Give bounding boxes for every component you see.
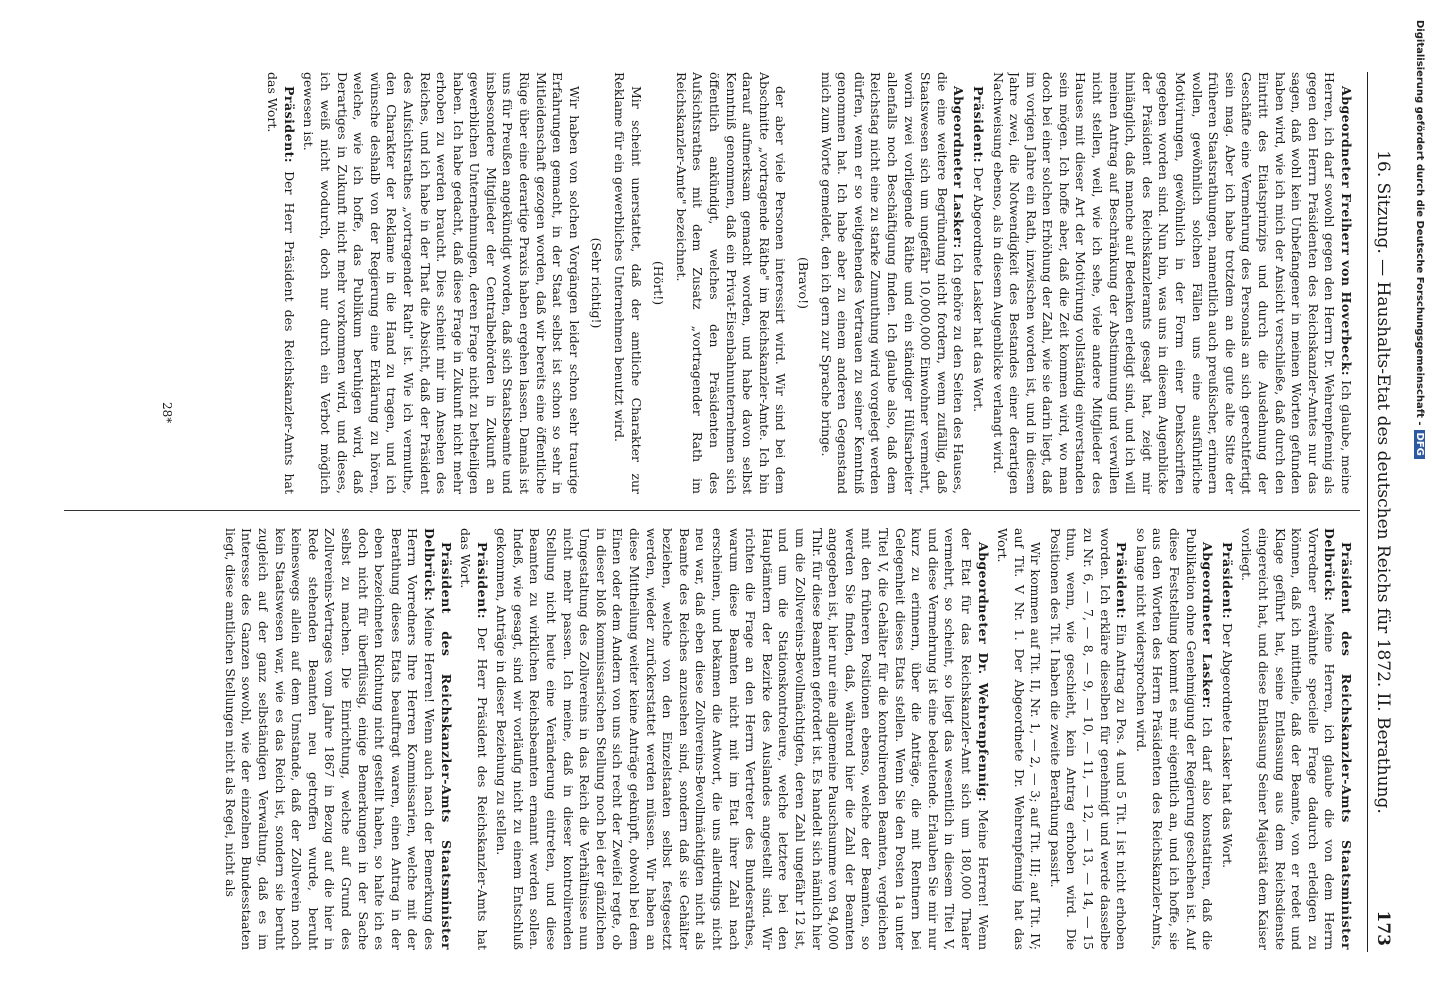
paragraph bbox=[1132, 528, 1215, 950]
speaker-name: Präsident: bbox=[1219, 542, 1235, 620]
page-number: 173 bbox=[1373, 910, 1393, 946]
paragraph bbox=[817, 72, 966, 494]
speaker-name: Abgeordneter Lasker: bbox=[1200, 542, 1216, 709]
digitization-credit bbox=[1414, 20, 1425, 459]
paragraph bbox=[969, 72, 986, 494]
speaker-name: Abgeordneter Dr. Wehrenpfennig: bbox=[975, 542, 991, 802]
speaker-name: Präsident: bbox=[281, 86, 297, 164]
paragraph bbox=[457, 528, 490, 950]
paragraph bbox=[221, 528, 453, 950]
paragraph-text: Der Abgeordnete Lasker hat das Wort. bbox=[970, 167, 986, 413]
speaker-name: Präsident: bbox=[474, 542, 490, 620]
paragraph bbox=[1218, 528, 1235, 950]
paragraph-text: Meine Herren! Wenn auch nach der Bemerkung des Herrn Vorredners Ihre Herren Kommissarien, welche mit der Berathung dieses Etats beauftragt waren, einen Antrag in der eben bezeichneten Richtung nicht gestellt haben, so halte ich es doch nicht für überflüssig, einige Bemerkungen in der Sache selbst zu machen. Die Einrichtung, welche auf Grund des Zollvereins-Vertrages vom Jahre 1867 in Bezug auf die hier in Rede stehenden Beamten neu getroffen wurde, beruht keineswegs allein auf dem Umstande, daß der Zollverein noch kein Staatswesen war, wie es das Reich ist, sondern sie beruht zugleich auf der ganz selbständigen Verwaltung, daß es im Interesse des Ganzen sowohl, wie der einzelnen Bundesstaaten liegt, diese amtlichen Stellungen nicht als Regel, nicht als bbox=[222, 528, 437, 950]
paragraph bbox=[493, 528, 991, 950]
paragraph bbox=[300, 72, 582, 494]
speaker-name: Präsident des Reichskanzler-Amts Staatsminister Delbrück: bbox=[1322, 528, 1354, 950]
interjection: (Sehr richtig!) bbox=[589, 237, 605, 329]
dfg-logo: DFG bbox=[1414, 430, 1425, 459]
credit-text: Digitalisierung gefördert durch die Deutsche Forschungsgemeinschaft - bbox=[1414, 20, 1425, 426]
paragraph bbox=[672, 72, 788, 494]
speaker-name: Präsident des Reichskanzler-Amts Staatsminister Delbrück: bbox=[421, 528, 454, 950]
paragraph-text: Ich gehöre zu den Seiten des Hauses, die eine weitere Begründung nicht fordern, wenn zufällig, daß Staatswesen sich um ungefähr 10,000,000 Einwohner vermehrt, worin zwei vorliegende Räthe und ein ständiger Hülfsarbeiter allenfalls noch Beschäftigung finden. Ich glaube also, daß dem Reichstag nicht eine zu starke Zumuthung wird vorgelegt werden dürfen, wenn er so weitgehendes Vertrauen zu seiner Kenntniß genommen hat. Ich habe aber zu einem anderen Gegenstand mich zum Worte gemeldet, den ich gern zur Sprache bringe. bbox=[818, 72, 967, 494]
paragraph-text: Meine Herren! Wenn der Etat für das Reichskanzler-Amt sich um 180,000 Thaler vermehrt, so scheint, so liegt das wesentlich in diesem Titel V, und diese Vermehrung ist eine bedeutende. Erlauben Sie mir nur kurz zu erinnern, über die Anträge, die mit Rentnern bei Gelegenheit dieses Etats stellen. Wenn Sie den Posten 1a unter Titel V, die Gehälter für die kontrolirenden Beamten, vergleichen mit den früheren Positionen ebenso, welche der Beamten, so werden Sie finden, daß, während hier die Zahl der Beamten angegeben ist, hier nur eine allgemeine Pauschsumme von 94,000 Thlr. für diese Beamten gefordert ist. Es handelt sich nämlich hier um die Zollvereins-Bevollmächtigten, deren Zahl ungefähr 12 ist, und um die Stationskontroleure, welche letztere bei den Hauptämtern der Bezirke des Auslandes angestellt sind. Wir richten die Frage an den Herrn Vertreter des Bundesrathes, warum diese Beamten nicht mit im Etat ihrer Zahl nach erscheinen, und bekamen die Antwort, die uns allerdings nicht neu war, daß eben diese Zollvereins-Bevollmächtigten nicht als Beamte des Reiches anzusehen sind, sondern daß sie Gehälter beziehen, welche von den Einzelstaaten selbst festgesetzt werden, wieder zurückerstattet werden müssen. Wir haben an diese Mittheilung weiter keine Anträge geknüpft, obwohl bei dem Einen oder dem Andern von uns sich recht der Zweifel regte, ob in dieser bloß kommissarischen Stellung noch bei der gänzlichen Umgestaltung des Zollvereins in das Reich die Verhältnisse nun nicht mehr passen. Ich meine, daß in dieser kontrolirenden Stellung nicht heute eine Veränderung eintreten, und diese Beamten zu wirklichen Reichsbeamten ernannt werden sollen. Indeß, wie gesagt, sind wir vorläufig nicht zu einem Entschluß gekommen, Anträge in dieser Beziehung zu stellen. bbox=[494, 528, 991, 950]
signature-mark: 28* bbox=[160, 402, 174, 424]
paragraph-text: Der Herr Präsident des Reichskanzler-Amts hat das Wort. bbox=[458, 528, 490, 950]
column-divider bbox=[64, 510, 1360, 511]
paragraph bbox=[1238, 528, 1354, 950]
paragraph bbox=[989, 72, 1354, 494]
paragraph-text: Ein Antrag zu Pos. 4 und 5 Tit. I ist nicht erhoben worden. Ich erkläre dieselben für genehmigt und werde dasselbe zu Nr. 6, — 7, — 8, — 9, — 10, — 11, — 12, — 13, — 14, — 15 thun, wenn, wie geschieht, kein Antrag erhoben wird. Die Positionen des Tit. I haben die zweite Berathung passirt. bbox=[1047, 528, 1130, 950]
paragraph-text: Ich glaube, meine Herren, ich darf sowohl gegen den Herrn Dr. Wehrenpfennig als gegen den Herrn Präsidenten des Reichskanzler-Amtes nur das sagen, daß wohl kein Unbefangener in meinen Worten gefunden haben wird, wie ich mich der Ansicht verschließe, daß durch den Eintritt des Etiatsprinzips und durch die Ausdehnung der Geschäfte eine Vermehrung des Personals an sich gerechtfertigt sein mag. Aber ich habe trotzdem an die gute alte Sitte der früheren Staatsrathungen, namentlich auch preußischer, erinnern wollen, gewöhnlich solchen Fällen uns eine ausführliche Motivirungen, gewöhnlich in der Form einer Denkschriften gegeben worden sind. Nun bin, was uns in diesem Augenblicke der Präsident des Reichskanzleramts gesagt hat, zeigt mir hinlänglich, daß manche auf Bedenken erledigt sind, und ich will meinen Antrag auf Beschränkung der Abstimmung und verwillen nicht stellen, weil, wie ich sehe, viele andere Mitglieder des Hauses mit dieser Art der Motivirung vollständig einverstanden sein mögen. Ich hoffe aber, daß die Zeit kommen wird, wo man doch bei einer solchen Erhöhung der Zahl, wie sie darin liegt, daß im vorigen Jahre ein Rath, inzwischen worden ist, und in diesem Jahre zwei, die Notwendigkeit des Bestandes einer derartigen Nachweisung ebenso, als in diesem Augenblicke verlangt wird. bbox=[990, 72, 1354, 494]
paragraph bbox=[264, 72, 297, 494]
paragraph-text: Meine Herren, ich glaube die von dem Herrn Vorredner erwähnte specielle Frage dadurch erledigen zu können, daß ich mittheile, daß der Beamte, von er redet und Klage geführt hat, seine Entlassung aus dem Reichsdienste eingereicht hat, und diese Entlassung Seiner Majestät dem Kaiser vorliegt. bbox=[1239, 528, 1338, 950]
page-header bbox=[1367, 72, 1394, 952]
rotated-page-content bbox=[54, 72, 1394, 952]
paragraph-text: Mir scheint unerstattet, daß der amtliche Charakter zur Reklame für ein gewerbliches Unternehmen benutzt wird. bbox=[612, 72, 644, 494]
paragraph-text: Wir haben von solchen Vorgängen leider schon sehr traurige Erfahrungen gemacht, in der Staat selbst ist schon so sehr in Mitleidenschaft gezogen worden, daß wir bereits eine öffentliche Rüge über eine derartige Praxis haben ergehen lassen. Damals ist uns für Preußen angekündigt worden, daß sich Staatsbeamte und insbesondere Mitglieder der Centralbehörden in Zukunft an gewerblichen Unternehmungen, deren Frage nicht zu betheiligen haben. Ich habe gedacht, daß diese Frage in Zukunft nicht mehr erhoben zu werden braucht. Dies scheint mir im Ansehen des Reiches, und ich habe in der That die Absicht, daß der Präsident des Aufsichtsrathes „vortragender Rath" ist. Wie ich vermuthe, den Charakter der Reklame in die Hand zu tragen, und ich wünsche deshalb von der Regierung eine Erklärung zu hören, welche, wie ich hoffe, das Publikum beruhigen wird, daß Derartiges in Zukunft nicht mehr vorkommen wird, und dieses, ich weiß nicht wodurch, doch nur durch ein Verbot möglich gewesen ist. bbox=[301, 72, 582, 494]
interjection: (Bravo!) bbox=[796, 257, 811, 309]
paragraph-text: der aber viele Personen interessirt wird. Wir sind bei dem Abschnitte „vortragende Räthe" im Reichskanzler-Amte. Ich bin darauf aufmerksam gemacht worden, und habe davon selbst Kenntniß genommen, daß ein Privat-Eisenbahnunternehmen sich öffentlich ankündigt, welches den Präsidenten des Aufsichtsrathes mit dem Zusatz „vortragender Rath im Reichskanzler-Amte" bezeichnet. bbox=[673, 72, 789, 494]
speaker-name: Präsident: bbox=[970, 86, 986, 164]
speaker-name: Präsident: bbox=[1114, 542, 1130, 620]
paragraph-text: Ich darf also konstatiren, daß die Publikation ohne Genehmigung der Regierung geschehen ist. Auf diese Feststellung kommt es mir eigentlich an, und ich hoffe, sie aus den Worten des Herrn Präsidenten des Reichskanzler-Amts, so lange nicht widersprochen wird. bbox=[1133, 528, 1216, 950]
paragraph-text: Der Herr Präsident des Reichskanzler-Amts hat das Wort. bbox=[265, 72, 297, 494]
speaker-name: Abgeordneter Freiherr von Hoverbeck: bbox=[1339, 86, 1354, 377]
paragraph-text: Der Abgeordnete Lasker hat das Wort. bbox=[1219, 623, 1235, 869]
paragraph bbox=[1046, 528, 1129, 950]
paragraph bbox=[610, 72, 643, 494]
right-column bbox=[64, 528, 1354, 950]
speaker-name: Abgeordneter Lasker: bbox=[951, 86, 967, 249]
left-column bbox=[64, 72, 1354, 494]
running-title: 16. Sitzung. — Haushalts-Etat des deutschen Reichs für 1872. II. Berathung. bbox=[1373, 150, 1393, 814]
interjection: (Hört!) bbox=[651, 260, 667, 306]
paragraph bbox=[994, 528, 1044, 950]
paragraph-text: Wir kommen auf Tit. II, Nr. 1, — 2, — 3; auf Tit. III; auf Tit. IV; auf Tit. V Nr. 1. Der Abgeordnete Dr. Wehrenpfennig hat das Wort. bbox=[995, 528, 1044, 950]
